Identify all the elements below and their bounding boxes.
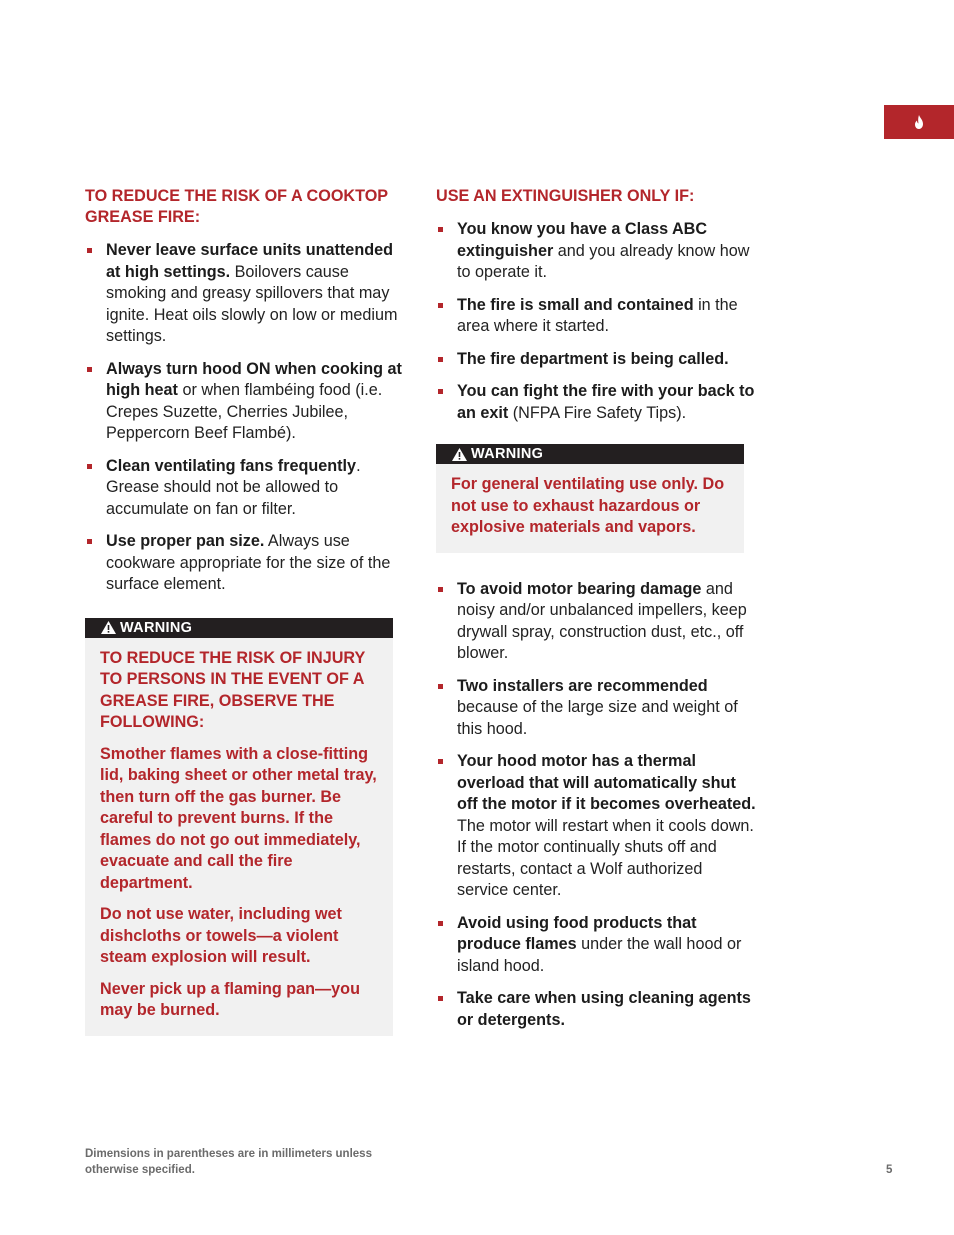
list-item: Always turn hood ON when cooking at high heat or when flambéing food (i.e. Crepes Suzette, Cherries Jubilee, Peppercorn Beef Flambé). (85, 359, 407, 445)
bullet-square (438, 357, 443, 362)
warning-triangle-icon (452, 448, 467, 461)
list-item: To avoid motor bearing damage and noisy and/or unbalanced impellers, keep drywall spray, construction dust, etc., off blower. (436, 579, 758, 665)
list-item: The fire is small and contained in the area where it started. (436, 295, 758, 338)
list-item: Clean ventilating fans frequently. Grease should not be allowed to accumulate on fan or filter. (85, 456, 407, 521)
bullet-square (438, 303, 443, 308)
bullet-square (438, 759, 443, 764)
warning-paragraph: Do not use water, including wet dishcloths or towels—a violent steam explosion will result. (100, 905, 342, 966)
warning-label: WARNING (471, 446, 544, 462)
bullet-square (87, 539, 92, 544)
warning-text (85, 638, 393, 1036)
warning-paragraph: TO REDUCE THE RISK OF INJURY TO PERSONS IN THE EVENT OF A GREASE FIRE, OBSERVE THE FOLLOWING: (100, 648, 366, 731)
right-heading: USE AN EXTINGUISHER ONLY IF: (436, 187, 695, 205)
right-column (436, 186, 758, 1042)
bullet-square (87, 464, 92, 469)
installation-bullet-list (436, 579, 758, 1032)
warning-triangle-icon (101, 621, 116, 634)
list-item: Two installers are recommended because of the large size and weight of this hood. (436, 676, 758, 741)
bullet-square (438, 684, 443, 689)
list-item: You know you have a Class ABC extinguisher and you already know how to operate it. (436, 219, 758, 284)
left-bullet-list (85, 240, 407, 596)
bullet-square (438, 921, 443, 926)
warning-bar (436, 444, 744, 464)
flame-icon (913, 115, 925, 129)
warning-bar (85, 618, 393, 638)
grease-fire-warning-box (85, 618, 393, 1036)
ventilating-warning-box (436, 444, 744, 553)
warning-paragraph: Smother flames with a close-fitting lid, baking sheet or other metal tray, then turn off the gas burner. Be careful to prevent burns. If the flames do not go out immediately, evacuate and call the fire department. (100, 744, 377, 892)
extinguisher-bullet-list (436, 219, 758, 424)
list-item: Never leave surface units unattended at high settings. Boilovers cause smoking and greasy spillovers that may ignite. Heat oils slowly on low or medium settings. (85, 240, 407, 348)
list-item: You can fight the fire with your back to an exit (NFPA Fire Safety Tips). (436, 381, 758, 424)
warning-label: WARNING (120, 619, 193, 636)
footer-note: Dimensions in parentheses are in millimeters unless otherwise specified. (85, 1148, 372, 1176)
bullet-square (87, 367, 92, 372)
list-item: Use proper pan size. Always use cookware appropriate for the size of the surface element. (85, 531, 407, 596)
bullet-square (438, 227, 443, 232)
left-column (85, 186, 407, 1036)
list-item: Take care when using cleaning agents or detergents. (436, 988, 758, 1031)
bullet-square (438, 996, 443, 1001)
warning-paragraph: For general ventilating use only. Do not use to exhaust hazardous or explosive materials and vapors. (451, 475, 725, 536)
bullet-square (438, 389, 443, 394)
section-tab (884, 105, 954, 139)
warning-text (436, 464, 744, 553)
left-heading: TO REDUCE THE RISK OF A COOKTOP GREASE FIRE: (85, 187, 388, 226)
list-item: Your hood motor has a thermal overload that will automatically shut off the motor if it becomes overheated. The motor will restart when it cools down. If the motor continually shuts off and restarts, contact a Wolf authorized service center. (436, 751, 758, 902)
bullet-square (438, 587, 443, 592)
list-item: Avoid using food products that produce flames under the wall hood or island hood. (436, 913, 758, 978)
list-item: The fire department is being called. (436, 349, 758, 371)
warning-paragraph: Never pick up a flaming pan—you may be burned. (100, 979, 360, 1019)
bullet-square (87, 248, 92, 253)
page-number: 5 (886, 1164, 893, 1176)
